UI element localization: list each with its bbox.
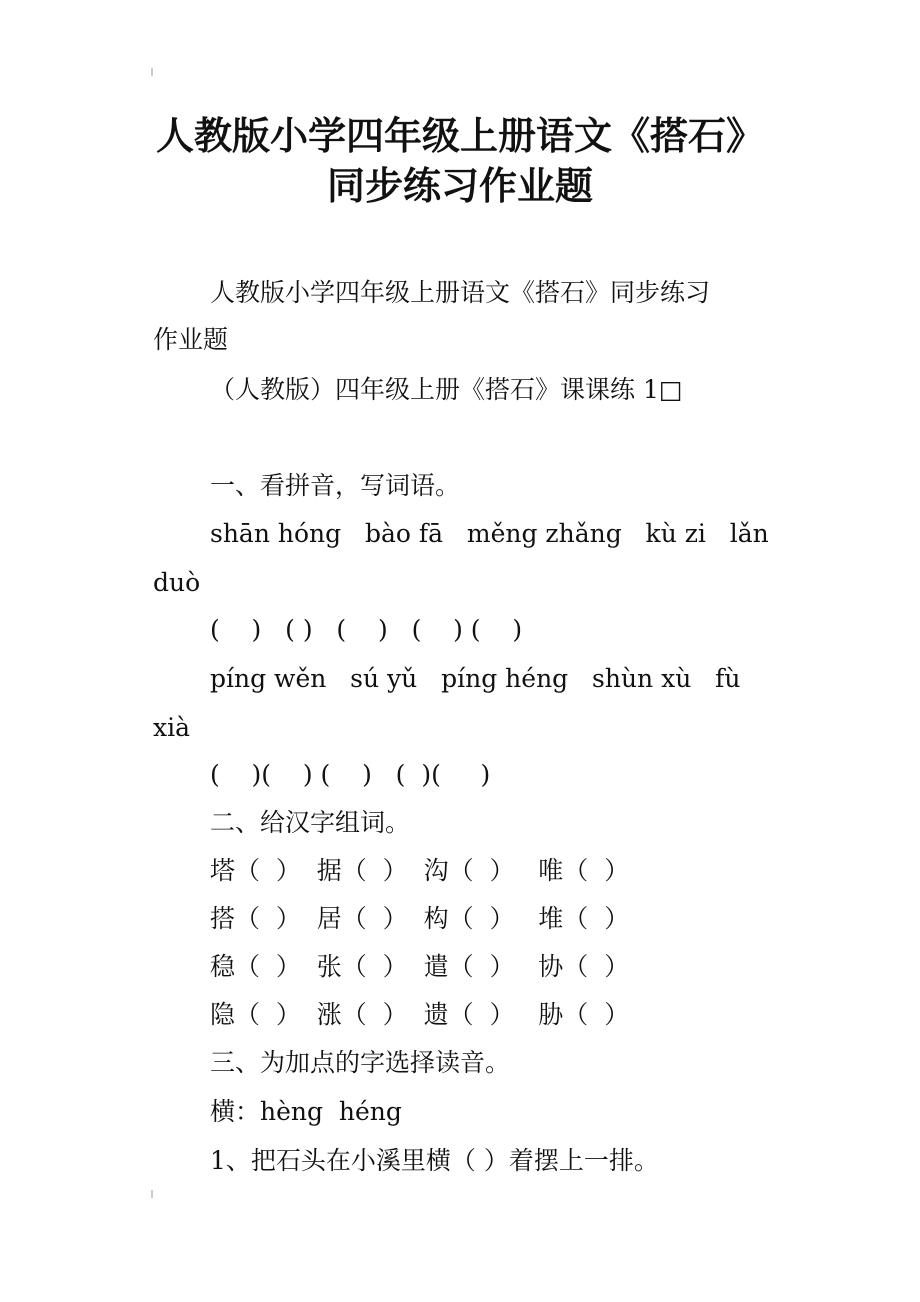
pinyin-row-1-wrap: duò (153, 568, 201, 597)
blanks-row-2: ( )( ) ( ) ( )( ) (210, 760, 491, 789)
section-3-heading: 三、为加点的字选择读音。 (210, 1048, 511, 1077)
page-corner-mark-bottom (151, 1190, 153, 1198)
section-2-heading: 二、给汉字组词。 (210, 808, 411, 837)
word-row: 稳（ ） 张（ ） 遣（ ） 协（ ） (210, 952, 630, 981)
word-row: 塔（ ） 据（ ） 沟（ ） 唯（ ） (210, 856, 630, 885)
subtitle: （人教版）四年级上册《搭石》课课练 1□ (210, 375, 683, 404)
pinyin-row-2-wrap: xià (153, 713, 190, 742)
page-corner-mark-top (151, 68, 153, 76)
question-1: 1、把石头在小溪里横（ ）着摆上一排。 (210, 1146, 659, 1175)
intro-line-1: 人教版小学四年级上册语文《搭石》同步练习 (210, 278, 711, 307)
reading-choice: 横：hèng héng (210, 1097, 402, 1126)
blanks-row-1: ( ) ( ) ( ) ( ) ( ) (210, 615, 523, 644)
intro-line-2: 作业题 (153, 325, 229, 354)
pinyin-row-2: píng wěn sú yǔ píng héng shùn xù fù (210, 664, 741, 693)
word-row: 搭（ ） 居（ ） 构（ ） 堆（ ） (210, 904, 630, 933)
page-title-line-1: 人教版小学四年级上册语文《搭石》 (155, 114, 764, 158)
pinyin-row-1: shān hóng bào fā měng zhǎng kù zi lǎn (210, 519, 769, 548)
section-1-heading: 一、看拼音，写词语。 (210, 471, 461, 500)
word-row: 隐（ ） 涨（ ） 遗（ ） 胁（ ） (210, 1000, 630, 1029)
page-title-line-2: 同步练习作业题 (326, 164, 593, 208)
